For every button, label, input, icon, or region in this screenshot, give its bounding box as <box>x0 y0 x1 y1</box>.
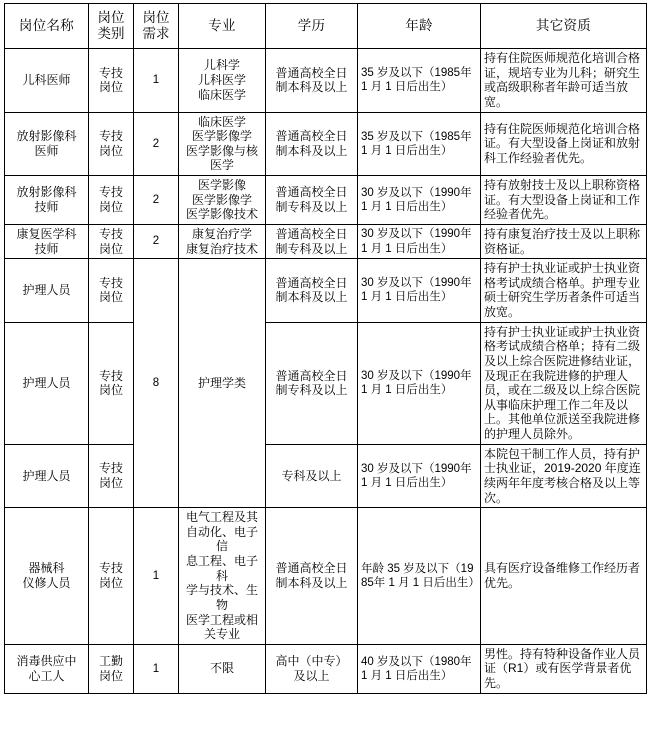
cell-other-qualification: 持有住院医师规范化培训合格证。有大型设备上岗证和放射科工作经验者优先。 <box>481 112 647 176</box>
cell-education <box>266 322 358 444</box>
major-line: 息工程、电子科 <box>185 554 258 583</box>
major-line: 自动化、电子信 <box>185 524 258 554</box>
table-row <box>5 259 647 323</box>
cell-age: 30 岁及以下（1990年 1 月 1 日后出生） <box>358 444 481 508</box>
category-line-1: 专技 <box>98 368 123 383</box>
column-header-other-qualification: 其它资质 <box>481 4 647 49</box>
cell-position-category <box>89 224 134 258</box>
category-line-2: 岗位 <box>98 668 123 683</box>
name-line: 仪修人员 <box>22 575 71 590</box>
cell-position-demand: 2 <box>134 176 179 225</box>
table-row <box>5 176 647 225</box>
cell-position-demand: 1 <box>134 49 179 113</box>
category-line-1: 专技 <box>98 461 123 476</box>
major-line: 康复治疗学 <box>191 226 252 241</box>
cell-age: 40 岁及以下（1980年 1 月 1 日后出生） <box>358 644 481 693</box>
cell-position-category <box>89 112 134 176</box>
cell-other-qualification: 持有护士执业证或护士执业资格考试成绩合格单。护理专业硕士研究生学历者条件可适当放宽。 <box>481 259 647 323</box>
category-line-2: 岗位 <box>98 475 123 490</box>
education-line: 制专科及以上 <box>275 241 348 256</box>
cell-other-qualification: 本院包干制工作人员，持有护士执业证，2019-2020 年度连续两年年度考核合格及以上等次。 <box>481 444 647 508</box>
cell-age: 30 岁及以下（1990年 1 月 1 日后出生） <box>358 322 481 444</box>
cell-other-qualification: 持有放射技士及以上职称资格证。有大型设备上岗证和工作经验者优先。 <box>481 176 647 225</box>
education-line: 制专科及以上 <box>275 199 348 214</box>
cell-position-demand: 2 <box>134 112 179 176</box>
education-line: 普通高校全日 <box>275 561 348 576</box>
table-header <box>5 4 647 49</box>
category-line-1: 专技 <box>98 65 123 80</box>
header-row <box>5 4 647 49</box>
education-line: 普通高校全日 <box>275 185 348 200</box>
table-row <box>5 444 647 508</box>
cell-position-name: 护理人员 <box>5 444 89 508</box>
education-line: 制本科及以上 <box>275 290 348 305</box>
table-row <box>5 644 647 693</box>
cell-position-demand: 2 <box>134 224 179 258</box>
table-row <box>5 508 647 645</box>
header-line-2: 需求 <box>142 26 170 41</box>
major-line: 儿科医学 <box>197 72 246 87</box>
cell-major <box>179 508 266 645</box>
education-line: 高中（中专） <box>275 654 348 669</box>
name-line: 器械科 <box>28 561 65 576</box>
column-header-position-demand <box>134 4 179 49</box>
cell-education <box>266 224 358 258</box>
header-line-1: 岗位 <box>142 9 170 25</box>
cell-position-category <box>89 644 134 693</box>
header-line-2: 类别 <box>97 26 125 41</box>
cell-major <box>179 112 266 176</box>
cell-education <box>266 644 358 693</box>
category-line-1: 专技 <box>98 561 123 576</box>
cell-education <box>266 259 358 323</box>
cell-position-category <box>89 444 134 508</box>
cell-other-qualification: 持有护士执业证或护士执业资格考试成绩合格单；持有二级及以上综合医院进修结业证，及现正在我院进修的护理人员，或在二级及以上综合医院从事临床护理工作二年及以上。其他单位派送至我院进修的护理人员除外。 <box>481 322 647 444</box>
header-line-1: 岗位 <box>97 9 125 25</box>
job-requirements-table <box>4 3 647 694</box>
name-line: 放射影像科 <box>16 129 77 144</box>
education-line: 制本科及以上 <box>275 143 348 158</box>
table-row <box>5 224 647 258</box>
category-line-2: 岗位 <box>98 241 123 256</box>
cell-other-qualification: 持有康复治疗技士及以上职称资格证。 <box>481 224 647 258</box>
cell-major <box>179 176 266 225</box>
cell-position-name <box>5 176 89 225</box>
cell-other-qualification: 持有住院医师规范化培训合格证，规培专业为儿科；研究生或高级职称者年龄可适当放宽。 <box>481 49 647 113</box>
major-line: 医学影像技术 <box>185 207 258 222</box>
education-line: 及以上 <box>293 668 330 683</box>
cell-age: 35 岁及以下（1985年 1 月 1 日后出生） <box>358 49 481 113</box>
category-line-2: 岗位 <box>98 383 123 398</box>
major-line: 临床医学 <box>197 114 246 129</box>
column-header-age: 年龄 <box>358 4 481 49</box>
name-line: 医师 <box>34 143 59 158</box>
cell-major <box>179 224 266 258</box>
education-line: 普通高校全日 <box>275 275 348 290</box>
category-line-1: 专技 <box>98 129 123 144</box>
major-line: 医学工程或相 <box>185 612 258 627</box>
cell-education <box>266 112 358 176</box>
cell-education: 专科及以上 <box>266 444 358 508</box>
category-line-2: 岗位 <box>98 575 123 590</box>
cell-age: 35 岁及以下（1985年 1 月 1 日后出生） <box>358 112 481 176</box>
education-line: 普通高校全日 <box>275 226 348 241</box>
category-line-2: 岗位 <box>98 199 123 214</box>
education-line: 制专科及以上 <box>275 383 348 398</box>
name-line: 消毒供应中 <box>16 654 77 669</box>
cell-major <box>179 49 266 113</box>
cell-position-name <box>5 224 89 258</box>
cell-position-name: 儿科医师 <box>5 49 89 113</box>
table-row <box>5 49 647 113</box>
cell-position-name <box>5 508 89 645</box>
category-line-1: 专技 <box>98 185 123 200</box>
column-header-major: 专业 <box>179 4 266 49</box>
name-line: 康复医学科 <box>16 226 77 241</box>
education-line: 制本科及以上 <box>275 80 348 95</box>
category-line-2: 岗位 <box>98 80 123 95</box>
cell-position-name: 护理人员 <box>5 259 89 323</box>
major-line: 医学影像 <box>197 178 246 192</box>
category-line-2: 岗位 <box>98 143 123 158</box>
cell-position-demand: 1 <box>134 508 179 645</box>
name-line: 技师 <box>34 241 59 256</box>
cell-other-qualification: 具有医疗设备维修工作经历者优先。 <box>481 508 647 645</box>
column-header-position-name: 岗位名称 <box>5 4 89 49</box>
cell-position-category <box>89 176 134 225</box>
cell-major-merged: 护理学类 <box>179 259 266 508</box>
education-line: 普通高校全日 <box>275 65 348 80</box>
name-line: 技师 <box>34 199 59 214</box>
cell-position-demand: 1 <box>134 644 179 693</box>
column-header-education: 学历 <box>266 4 358 49</box>
table-row <box>5 112 647 176</box>
major-line: 学与技术、生物 <box>185 583 258 612</box>
category-line-1: 工勤 <box>98 654 123 669</box>
cell-position-name <box>5 112 89 176</box>
cell-position-name: 护理人员 <box>5 322 89 444</box>
education-line: 普通高校全日 <box>275 129 348 144</box>
cell-age: 30 岁及以下（1990年 1 月 1 日后出生） <box>358 259 481 323</box>
cell-position-category <box>89 508 134 645</box>
major-line: 医学影像学 <box>191 192 252 207</box>
cell-other-qualification: 男性。持有特种设备作业人员证（R1）或有医学背景者优先。 <box>481 644 647 693</box>
cell-education <box>266 49 358 113</box>
category-line-2: 岗位 <box>98 290 123 305</box>
cell-education <box>266 508 358 645</box>
major-line: 电气工程及其 <box>185 510 258 525</box>
category-line-1: 专技 <box>98 226 123 241</box>
name-line: 放射影像科 <box>16 185 77 200</box>
major-line: 关专业 <box>203 627 240 642</box>
name-line: 心工人 <box>28 668 65 683</box>
major-line: 医学影像学 <box>191 129 252 144</box>
cell-age: 年龄 35 岁及以下（1985年 1 月 1 日后出生） <box>358 508 481 645</box>
major-line: 康复治疗技术 <box>185 241 258 256</box>
cell-age: 30 岁及以下（1990年 1 月 1 日后出生） <box>358 176 481 225</box>
column-header-position-category <box>89 4 134 49</box>
category-line-1: 专技 <box>98 275 123 290</box>
education-line: 制本科及以上 <box>275 575 348 590</box>
cell-position-demand-merged: 8 <box>134 259 179 508</box>
cell-age: 30 岁及以下（1990年 1 月 1 日后出生） <box>358 224 481 258</box>
cell-position-category <box>89 49 134 113</box>
major-line: 医学影像与核 <box>185 143 258 158</box>
education-line: 普通高校全日 <box>275 368 348 383</box>
table-row <box>5 322 647 444</box>
major-line: 医学 <box>209 158 234 173</box>
cell-position-category <box>89 322 134 444</box>
table-body <box>5 49 647 694</box>
major-line: 儿科学 <box>203 58 240 73</box>
cell-major: 不限 <box>179 644 266 693</box>
major-line: 临床医学 <box>197 87 246 102</box>
cell-position-category <box>89 259 134 323</box>
cell-education <box>266 176 358 225</box>
cell-position-name <box>5 644 89 693</box>
